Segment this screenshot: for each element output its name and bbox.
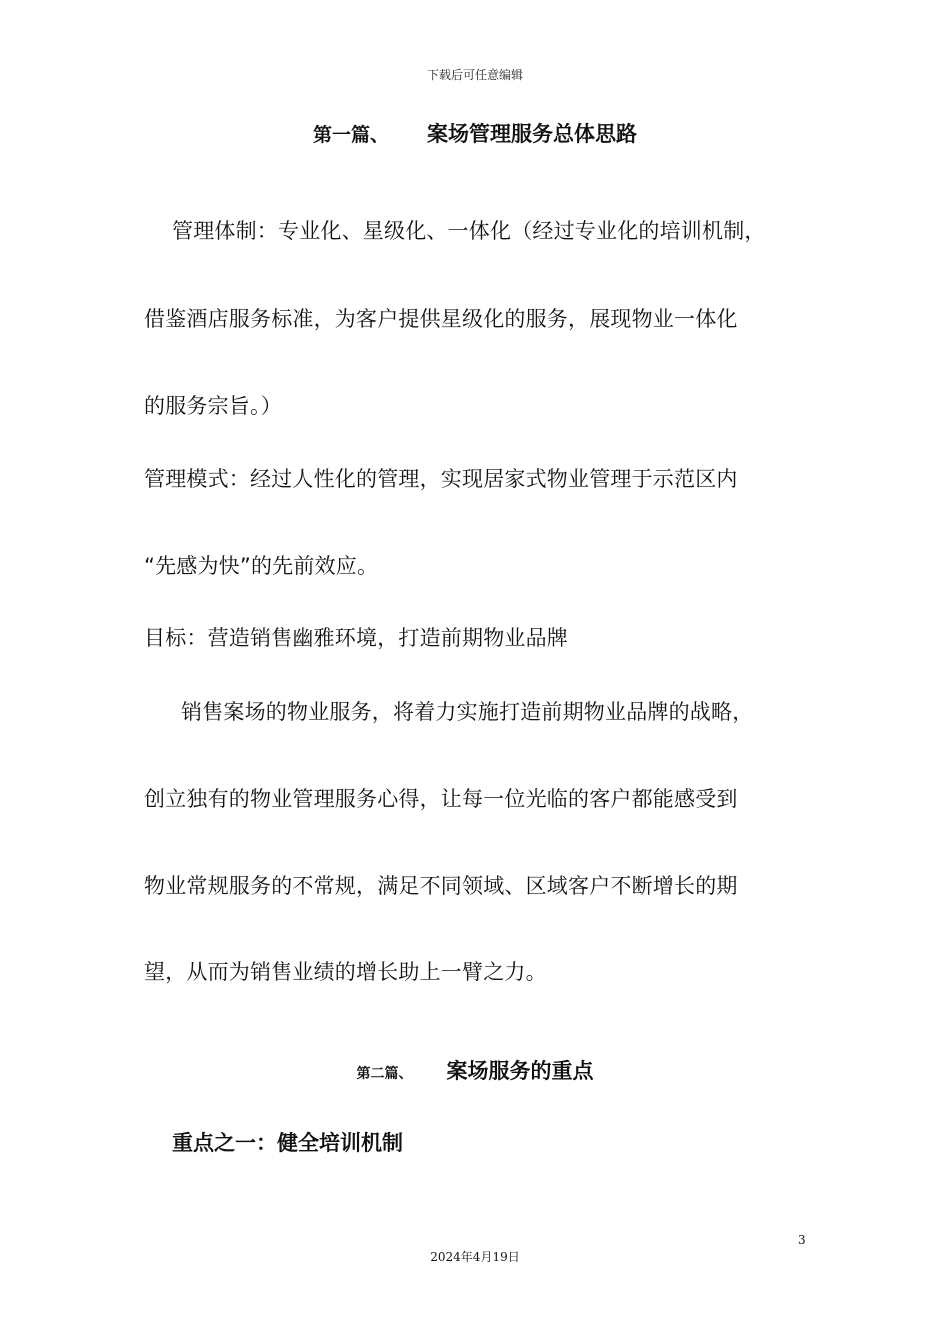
paragraph-line: 借鉴酒店服务标准，为客户提供星级化的服务，展现物业一体化 bbox=[144, 307, 738, 331]
page-number: 3 bbox=[798, 1233, 806, 1247]
subheading-point-1: 重点之一：健全培训机制 bbox=[172, 1131, 403, 1155]
page-header: 下载后可任意编辑 bbox=[426, 68, 523, 82]
paragraph-line: 管理模式：经过人性化的管理，实现居家式物业管理于示范区内 bbox=[144, 467, 738, 491]
section-1-heading bbox=[0, 118, 950, 148]
footer-date: 2024年4月19日 bbox=[430, 1250, 520, 1264]
paragraph-line: 创立独有的物业管理服务心得，让每一位光临的客户都能感受到 bbox=[144, 787, 738, 811]
section-1-label: 第一篇、 bbox=[312, 124, 389, 146]
paragraph-line: “先感为快”的先前效应。 bbox=[144, 554, 379, 578]
section-2-heading bbox=[0, 1055, 950, 1085]
paragraph-line: 的服务宗旨。） bbox=[144, 394, 282, 418]
section-1-title: 案场管理服务总体思路 bbox=[427, 122, 637, 146]
paragraph-line: 目标：营造销售幽雅环境，打造前期物业品牌 bbox=[144, 626, 568, 650]
paragraph-line: 销售案场的物业服务，将着力实施打造前期物业品牌的战略， bbox=[181, 700, 754, 724]
section-2-title: 案场服务的重点 bbox=[446, 1059, 594, 1083]
paragraph-line: 物业常规服务的不常规，满足不同领域、区域客户不断增长的期 bbox=[144, 874, 738, 898]
paragraph-line: 望，从而为销售业绩的增长助上一臂之力。 bbox=[144, 960, 547, 984]
paragraph-line: 管理体制：专业化、星级化、一体化（经过专业化的培训机制， bbox=[172, 219, 766, 243]
section-2-label: 第二篇、 bbox=[356, 1066, 413, 1082]
